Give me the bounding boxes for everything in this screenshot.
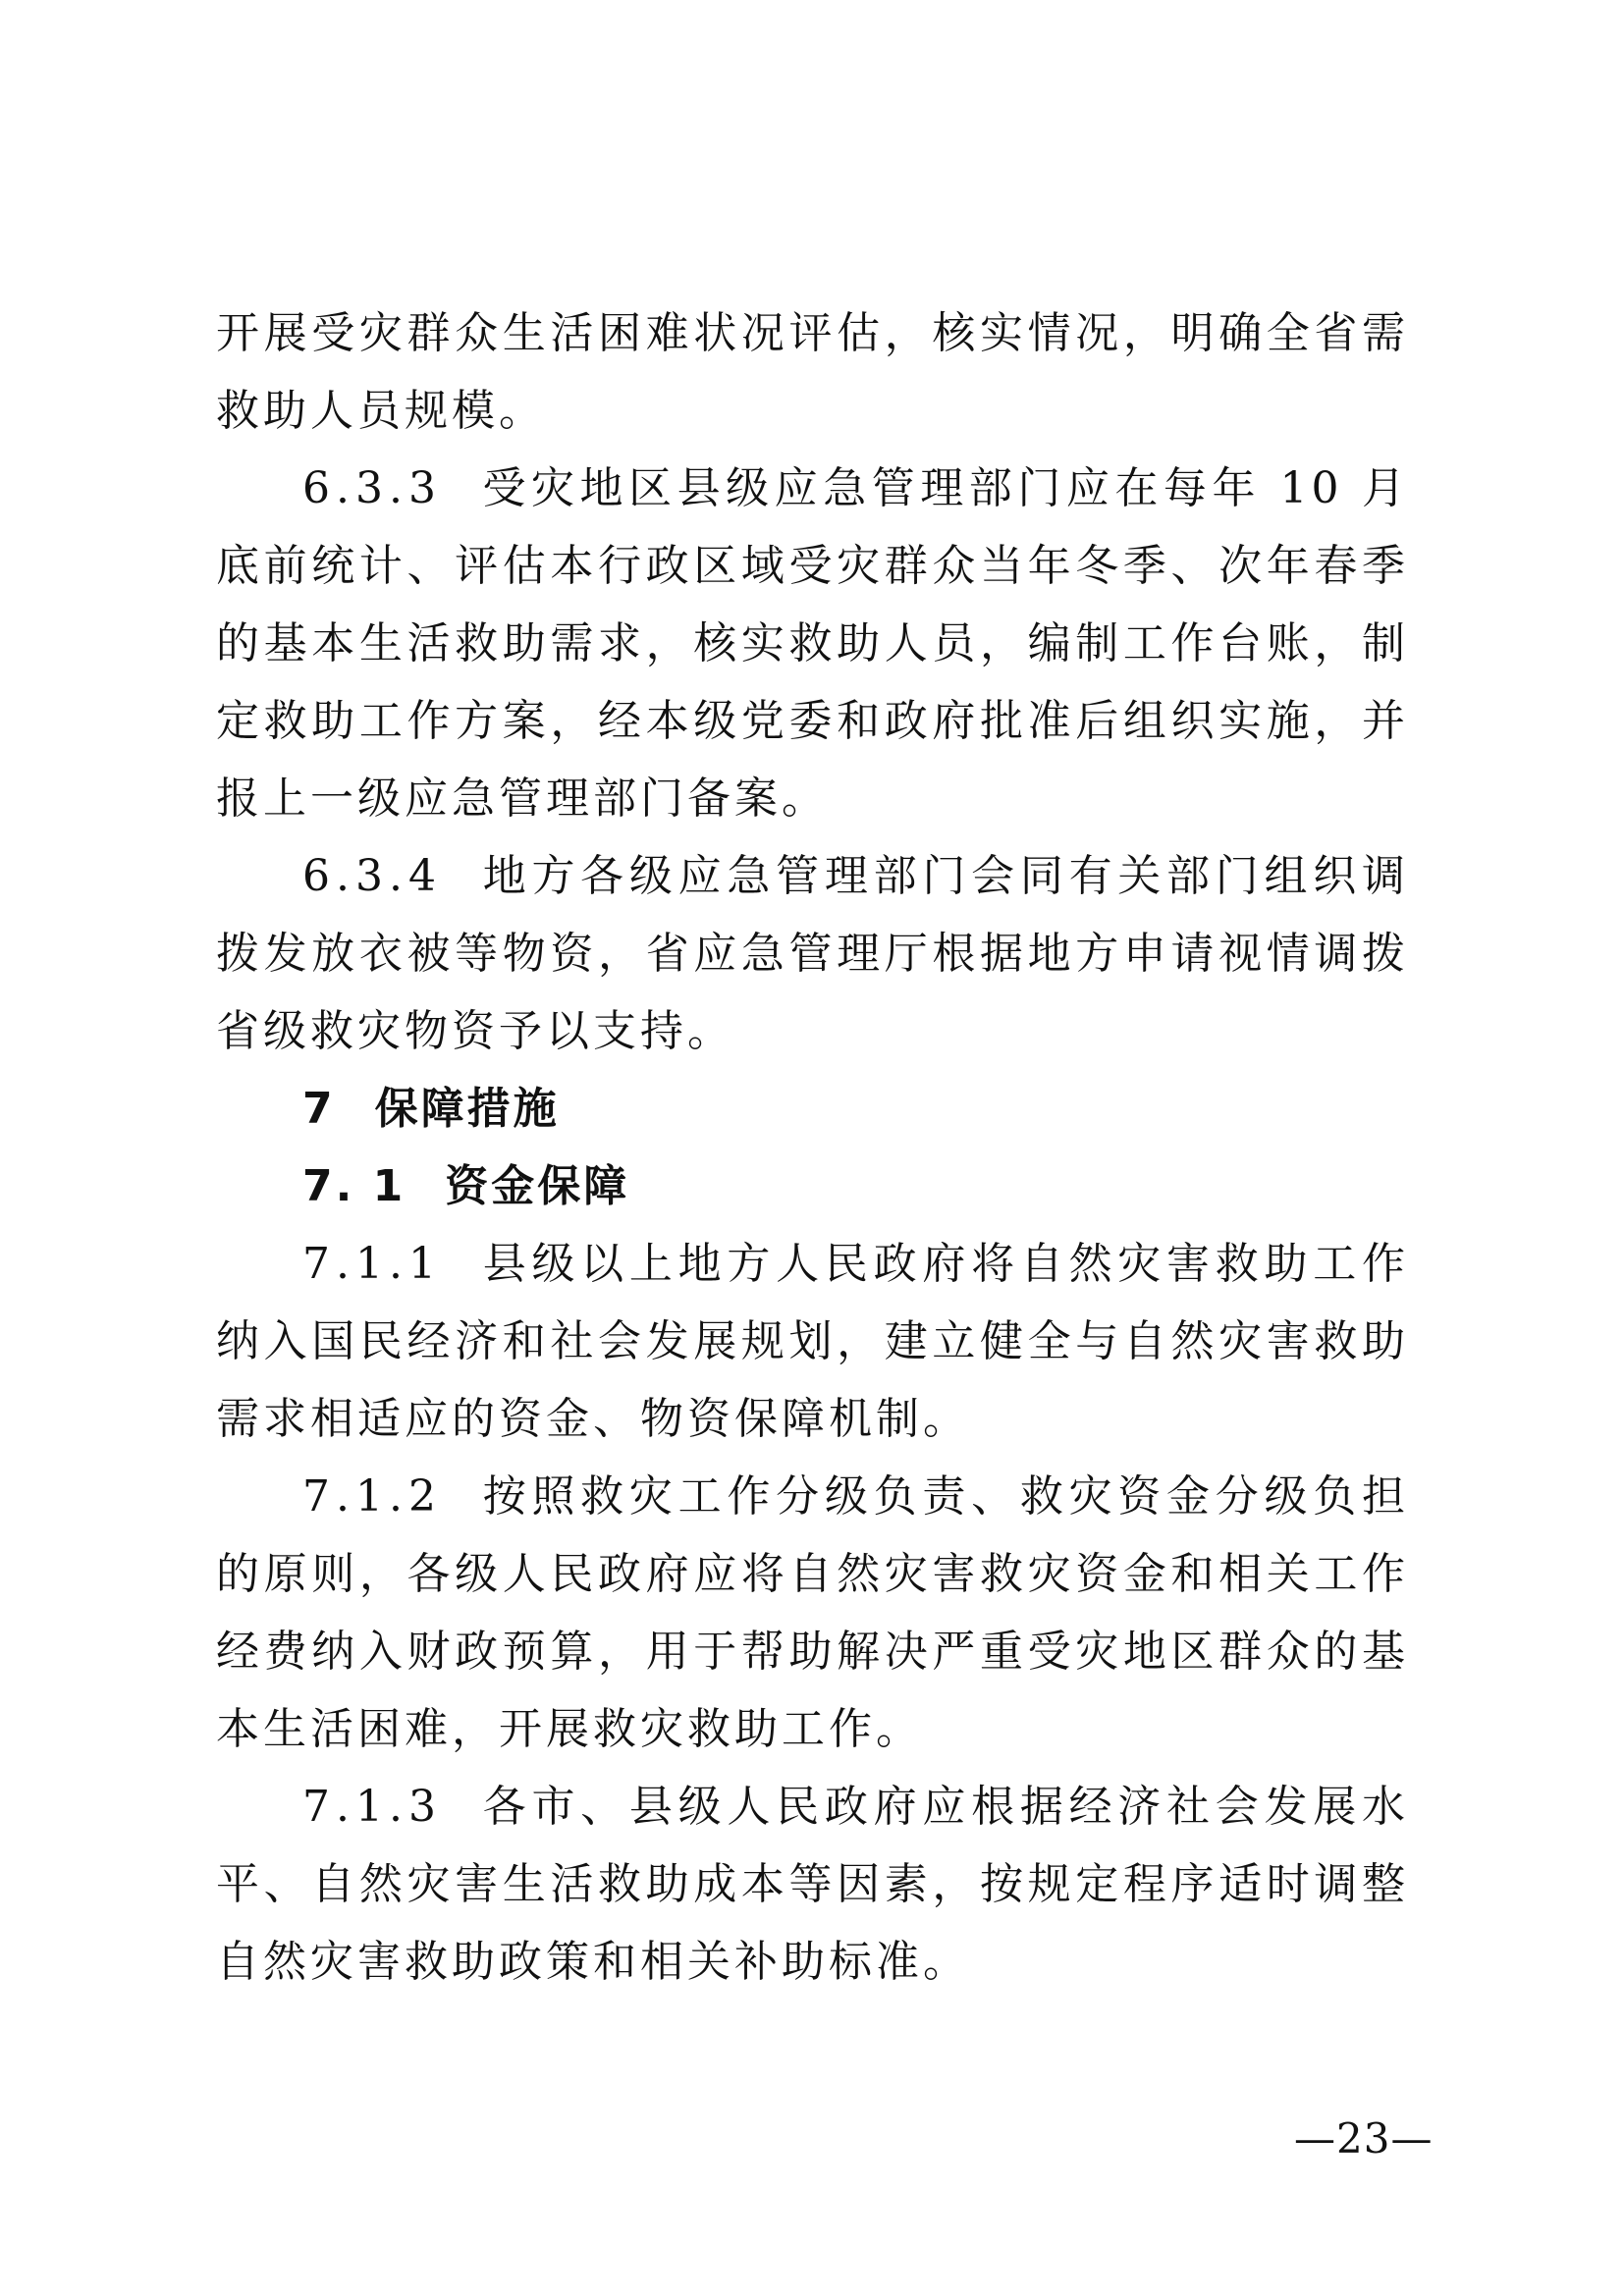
section-number: 7.1.2 xyxy=(302,1471,442,1522)
section-text: 县级以上地方人民政府将自然灾害救助工作纳入国民经济和社会发展规划，建立健全与自然灾害救助需求相适应的资金、物资保障机制。 xyxy=(216,1239,1409,1444)
section-number: 7.1.1 xyxy=(302,1239,442,1289)
section-7-1-1 xyxy=(216,1225,1409,1458)
section-7-1-2 xyxy=(216,1458,1409,1768)
section-text: 各市、县级人民政府应根据经济社会发展水平、自然灾害生活救助成本等因素，按规定程序适时调整自然灾害救助政策和相关补助标准。 xyxy=(216,1782,1409,1987)
page-number: —23— xyxy=(1294,2114,1434,2163)
heading-7 xyxy=(216,1070,1409,1148)
heading-number: 7 xyxy=(302,1084,336,1134)
section-6-3-4 xyxy=(216,837,1409,1070)
paragraph-continued: 开展受灾群众生活困难状况评估，核实情况，明确全省需救助人员规模。 xyxy=(216,308,1409,436)
document-body xyxy=(216,294,1409,2001)
section-text: 地方各级应急管理部门会同有关部门组织调拨发放衣被等物资，省应急管理厅根据地方申请视情调拨省级救灾物资予以支持。 xyxy=(216,851,1409,1056)
section-6-3-3 xyxy=(216,450,1409,837)
heading-number: 7. 1 xyxy=(302,1161,406,1211)
heading-7-1 xyxy=(216,1148,1409,1225)
heading-title: 资金保障 xyxy=(445,1161,630,1211)
section-number: 7.1.3 xyxy=(302,1782,442,1832)
section-text: 受灾地区县级应急管理部门应在每年 10 月底前统计、评估本行政区域受灾群众当年冬季、次年春季的基本生活救助需求，核实救助人员，编制工作台账，制定救助工作方案，经本级党委和政府批准后组织实施，并报上一级应急管理部门备案。 xyxy=(216,463,1409,824)
section-7-1-3 xyxy=(216,1768,1409,2001)
section-number: 6.3.3 xyxy=(302,463,442,513)
section-text: 按照救灾工作分级负责、救灾资金分级负担的原则，各级人民政府应将自然灾害救灾资金和相关工作经费纳入财政预算，用于帮助解决严重受灾地区群众的基本生活困难，开展救灾救助工作。 xyxy=(216,1471,1409,1754)
section-number: 6.3.4 xyxy=(302,851,442,901)
heading-title: 保障措施 xyxy=(374,1084,560,1134)
